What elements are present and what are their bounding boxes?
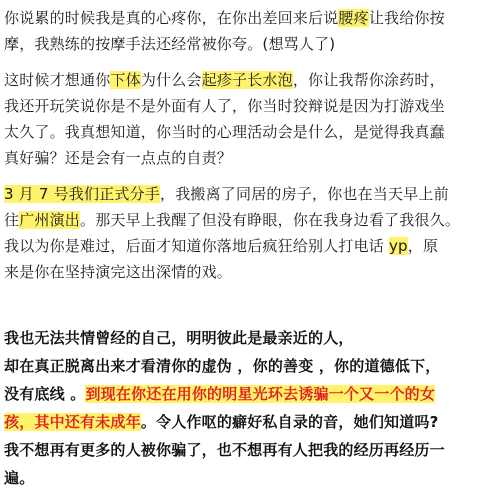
highlight: 腰疼 bbox=[338, 9, 369, 27]
text-line: 太久了。我真想知道，你当时的心理活动会是什么，是觉得我真蠢 bbox=[4, 123, 445, 141]
red-highlight: 到现在你还在用你的明星光环去诱骗一个又一个的女 bbox=[85, 385, 436, 403]
text-line: 摩，我熟练的按摩手法还经常被你夸。(想骂人了) bbox=[4, 35, 336, 53]
highlight: yp bbox=[388, 237, 408, 255]
text-line: 这时候才想通你下体为什么会起疹子长水泡，你让我帮你涂药时， bbox=[4, 71, 445, 89]
highlight: 广州演出 bbox=[19, 211, 81, 229]
text-line: 我以为你是难过，后面才知道你落地后疯狂给别人打电话 yp，原 bbox=[4, 237, 439, 255]
text-line: 往广州演出。那天早上我醒了但没有睁眼，你在我身边看了我很久。 bbox=[4, 211, 461, 229]
text-line: 我还开玩笑说你是不是外面有人了，你当时狡辩说是因为打游戏坐 bbox=[4, 97, 445, 115]
text-line: 却在真正脱离出来才看清你的虚伪 ，你的善变 ，你的道德低下， bbox=[4, 357, 441, 375]
highlight: 起疹子长水泡 bbox=[201, 71, 293, 89]
text-line: 我也无法共情曾经的自己，明明彼此是最亲近的人， bbox=[4, 329, 354, 347]
highlight: 下体 bbox=[110, 71, 141, 89]
text-line: 来是你在坚持演完这出深情的戏。 bbox=[4, 263, 233, 281]
text-line: 遍。 bbox=[4, 469, 35, 487]
highlight: 3 月 7 号我们正式分手 bbox=[4, 185, 160, 203]
red-highlight: 孩，其中还有未成年 bbox=[4, 413, 141, 431]
text-line: 孩，其中还有未成年。令人作呕的癖好私自录的音，她们知道吗? bbox=[4, 413, 439, 431]
text-line: 你说累的时候我是真的心疼你，在你出差回来后说腰疼让我给你按 bbox=[4, 9, 445, 27]
text-line: 没有底线 。到现在你还在用你的明星光环去诱骗一个又一个的女 bbox=[4, 385, 436, 403]
text-line: 真好骗？还是会有一点点的自责？ bbox=[4, 149, 233, 167]
text-line: 3 月 7 号我们正式分手，我搬离了同居的房子，你也在当天早上前 bbox=[4, 185, 449, 203]
text-line: 我不想再有更多的人被你骗了，也不想再有人把我的经历再经历一 bbox=[4, 441, 445, 459]
